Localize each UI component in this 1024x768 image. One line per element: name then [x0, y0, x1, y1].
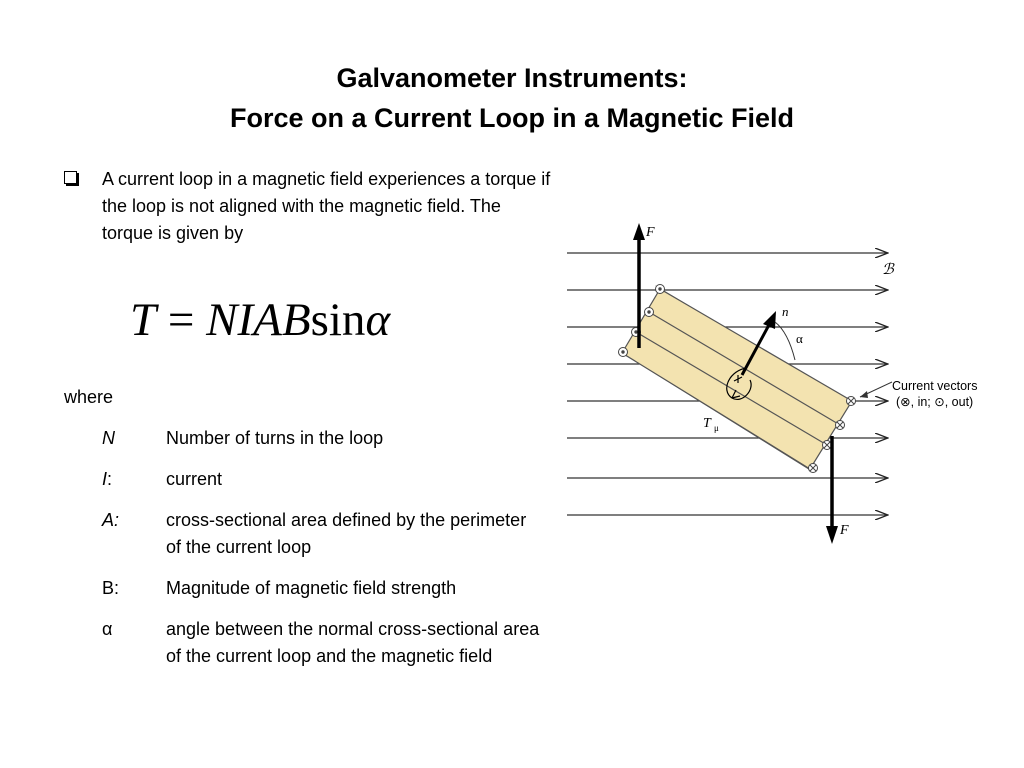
definition-desc: current	[166, 469, 223, 489]
formula-vars: NIAB	[206, 294, 311, 346]
definition-alpha	[102, 616, 542, 670]
formula-equals: =	[156, 294, 207, 346]
angle-arc	[775, 322, 795, 360]
field-label: ℬ	[882, 262, 894, 278]
torque-subscript: μ	[714, 423, 719, 433]
definition-b	[102, 575, 542, 602]
normal-label: n	[782, 304, 789, 319]
bullet-point	[64, 166, 554, 247]
current-vectors-legend: (⊗, in; ⊙, out)	[896, 395, 974, 409]
definition-term: N	[102, 428, 115, 448]
definition-term: I:	[102, 469, 113, 489]
title-line-1: Galvanometer Instruments:	[336, 63, 688, 93]
formula-lhs: T	[130, 294, 157, 346]
definition-a	[102, 507, 542, 561]
where-label: where	[64, 387, 114, 407]
definition-term: A:	[102, 510, 120, 530]
definition-desc: Number of turns in the loop	[166, 428, 384, 448]
title-line-2: Force on a Current Loop in a Magnetic Field	[229, 103, 795, 133]
current-vectors-label: Current vectors	[892, 379, 978, 393]
angle-label: α	[796, 331, 803, 346]
formula-sin: sin	[310, 294, 366, 346]
definition-desc: Magnitude of magnetic field strength	[166, 578, 457, 598]
definition-n	[102, 425, 542, 452]
definition-term: α	[102, 619, 113, 639]
definition-desc: angle between the normal cross-sectional area of the current loop and the magnetic field	[166, 619, 540, 666]
checkbox-bullet-icon	[64, 171, 77, 184]
coil-loop	[621, 287, 852, 469]
torque-label: T	[703, 416, 711, 431]
force-label-bottom: F	[840, 523, 849, 538]
definition-i	[102, 466, 542, 493]
definition-term: B:	[102, 578, 120, 598]
bullet-text: A current loop in a magnetic field experiences a torque if the loop is not aligned with the magnetic field. The torque is given by	[102, 169, 551, 243]
current-loop-diagram	[560, 210, 1000, 560]
definitions-list	[102, 425, 542, 684]
formula-alpha: α	[365, 294, 391, 346]
definition-desc: cross-sectional area defined by the perimeter of the current loop	[166, 510, 527, 557]
force-label-top: F	[646, 225, 655, 240]
slide-title	[0, 58, 1024, 138]
torque-formula	[130, 290, 390, 350]
